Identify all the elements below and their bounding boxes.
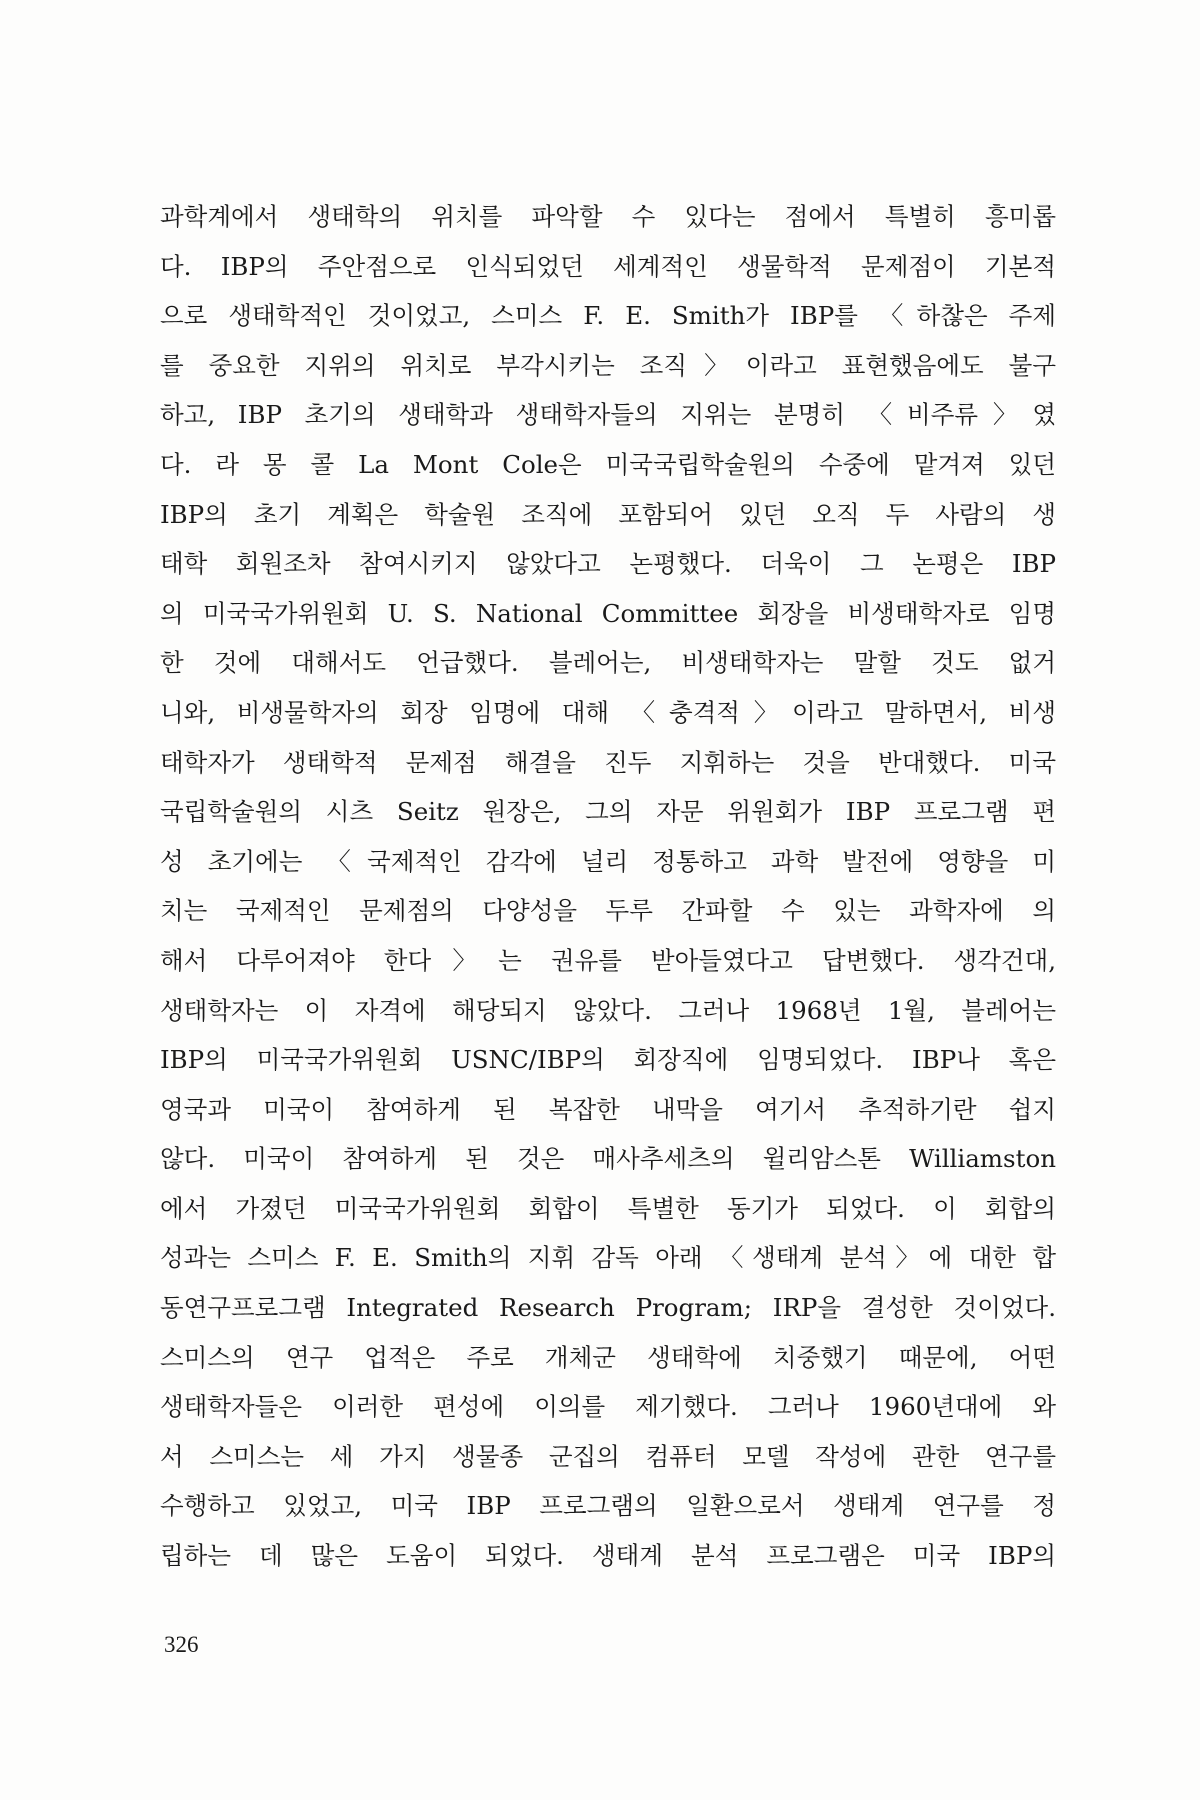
page-number: 326: [164, 1632, 199, 1657]
text-line: 해서 다루어져야 한다〉는 권유를 받아들였다고 답변했다. 생각건대,: [160, 945, 1056, 975]
text-line: 를 중요한 지위의 위치로 부각시키는 조직〉이라고 표현했음에도 불구: [160, 350, 1056, 380]
text-line: 에서 가졌던 미국국가위원회 회합이 특별한 동기가 되었다. 이 회합의: [160, 1193, 1056, 1223]
body-text: [160, 192, 1056, 1581]
text-line: 수행하고 있었고, 미국 IBP 프로그램의 일환으로서 생태계 연구를 정: [160, 1491, 1056, 1521]
text-line: 과학계에서 생태학의 위치를 파악할 수 있다는 점에서 특별히 흥미롭: [160, 202, 1056, 231]
text-line: 스미스의 연구 업적은 주로 개체군 생태학에 치중했기 때문에, 어떤: [160, 1342, 1056, 1372]
text-line: 하고, IBP 초기의 생태학과 생태학자들의 지위는 분명히 〈비주류〉였: [160, 400, 1056, 430]
text-line: 영국과 미국이 참여하게 된 복잡한 내막을 여기서 추적하기란 쉽지: [160, 1094, 1056, 1124]
text-line: IBP의 미국국가위원회 USNC/IBP의 회장직에 임명되었다. IBP나 혹은: [160, 1045, 1056, 1075]
text-line: 의 미국국가위원회 U. S. National Committee 회장을 비생태학자로 임명: [160, 598, 1056, 628]
text-line: 않다. 미국이 참여하게 된 것은 매사추세츠의 윌리암스톤 Williamston: [160, 1144, 1056, 1174]
text-line: 성 초기에는 〈국제적인 감각에 널리 정통하고 과학 발전에 영향을 미: [160, 846, 1056, 876]
text-line: 생태학자들은 이러한 편성에 이의를 제기했다. 그러나 1960년대에 와: [160, 1392, 1056, 1422]
text-line: 다. IBP의 주안점으로 인식되었던 세계적인 생물학적 문제점이 기본적: [160, 251, 1056, 281]
text-line: 성과는 스미스 F. E. Smith의 지휘 감독 아래 〈생태계 분석〉에 대한 합: [160, 1243, 1056, 1273]
text-line: 으로 생태학적인 것이었고, 스미스 F. E. Smith가 IBP를 〈하찮은 주제: [160, 301, 1056, 331]
text-line: 니와, 비생물학자의 회장 임명에 대해 〈충격적〉이라고 말하면서, 비생: [160, 697, 1056, 727]
text-line: 태학 회원조차 참여시키지 않았다고 논평했다. 더욱이 그 논평은 IBP: [160, 549, 1056, 579]
text-line: 다. 라 몽 콜 La Mont Cole은 미국국립학술원의 수중에 맡겨져 있던: [160, 449, 1056, 479]
text-line: 서 스미스는 세 가지 생물종 군집의 컴퓨터 모델 작성에 관한 연구를: [160, 1441, 1056, 1471]
text-line: IBP의 초기 계획은 학술원 조직에 포함되어 있던 오직 두 사람의 생: [160, 499, 1056, 529]
text-line: 립하는 데 많은 도움이 되었다. 생태계 분석 프로그램은 미국 IBP의: [160, 1541, 1056, 1571]
text-line: 치는 국제적인 문제점의 다양성을 두루 간파할 수 있는 과학자에 의: [160, 896, 1056, 926]
text-line: 동연구프로그램 Integrated Research Program; IRP을 결성한 것이었다.: [160, 1293, 1056, 1323]
text-line: 생태학자는 이 자격에 해당되지 않았다. 그러나 1968년 1월, 블레어는: [160, 995, 1056, 1025]
text-line: 한 것에 대해서도 언급했다. 블레어는, 비생태학자는 말할 것도 없거: [160, 648, 1056, 678]
text-line: 국립학술원의 시츠 Seitz 원장은, 그의 자문 위원회가 IBP 프로그램 편: [160, 797, 1056, 827]
text-line: 태학자가 생태학적 문제점 해결을 진두 지휘하는 것을 반대했다. 미국: [160, 747, 1056, 777]
